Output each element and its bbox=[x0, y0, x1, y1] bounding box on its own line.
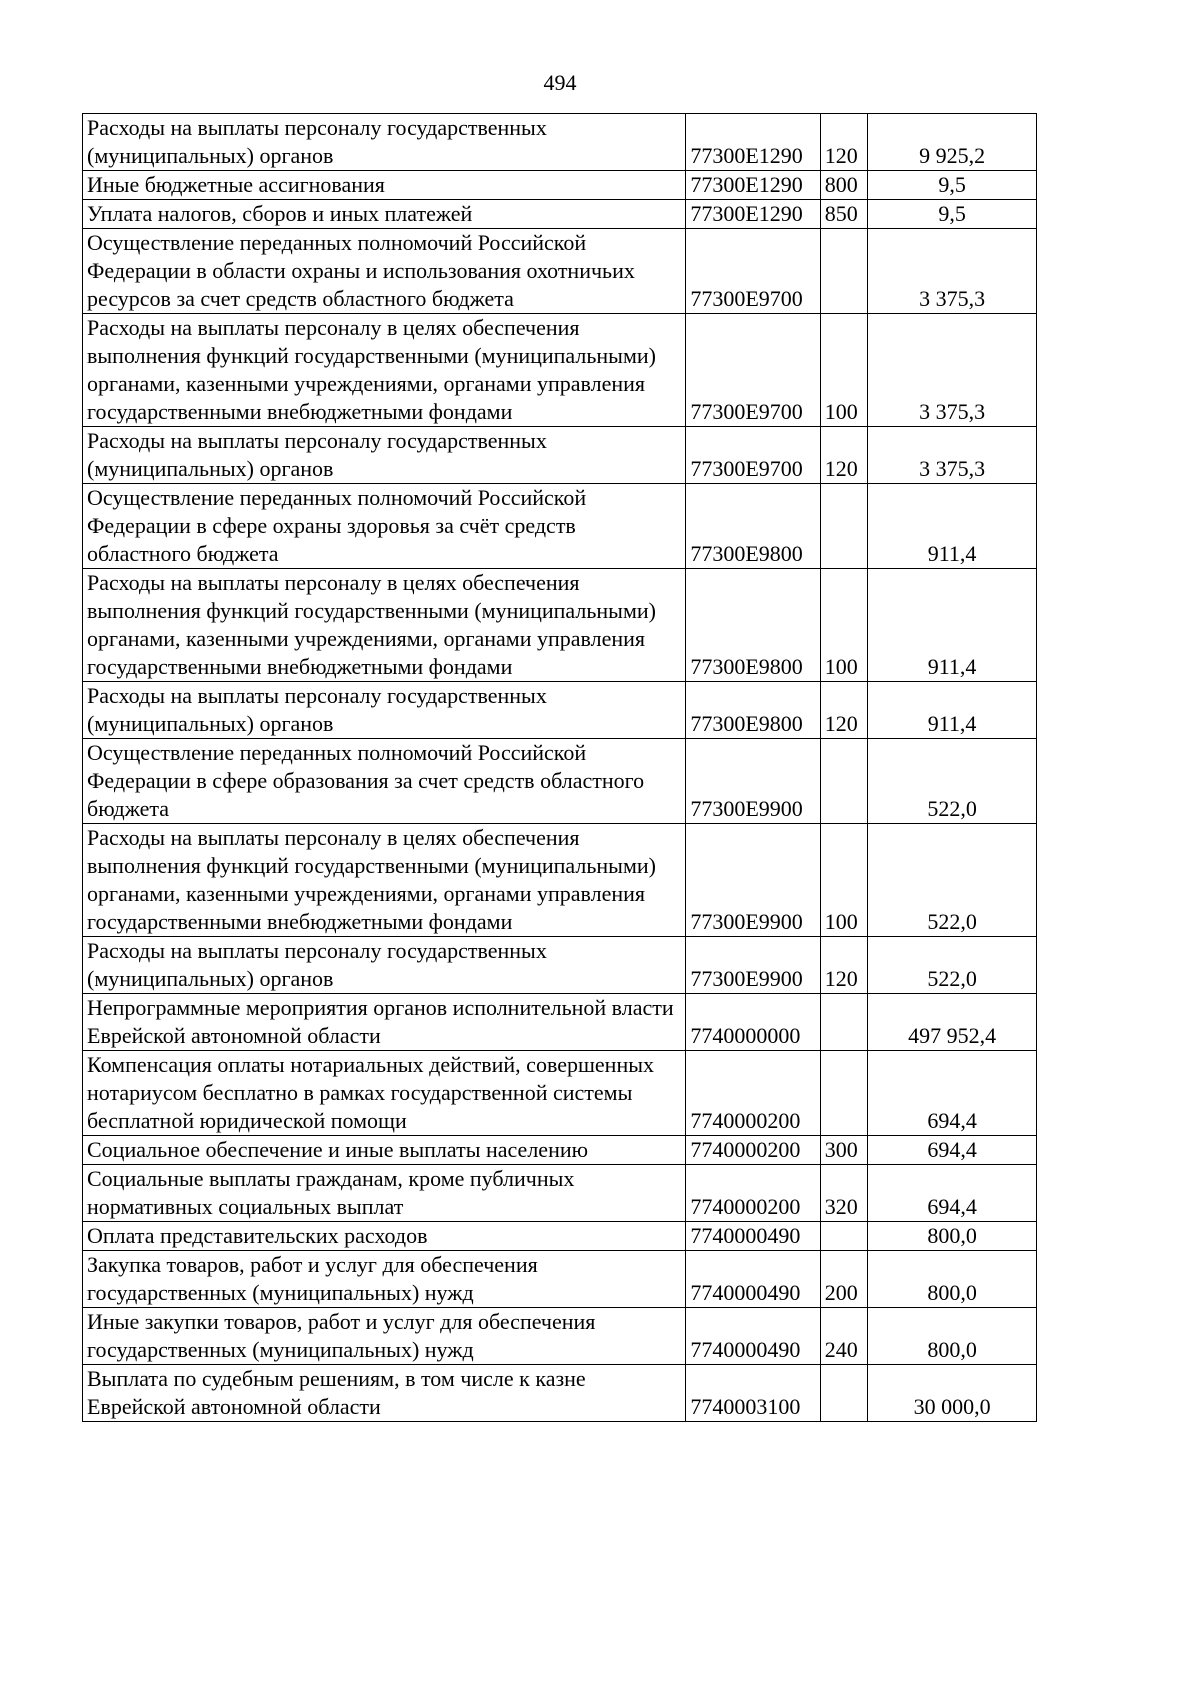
amount-cell: 800,0 bbox=[868, 1308, 1037, 1365]
amount-cell: 522,0 bbox=[868, 937, 1037, 994]
table-row bbox=[83, 114, 1037, 171]
target-code-cell: 77300Е9700 bbox=[686, 314, 820, 427]
expense-type-cell: 320 bbox=[820, 1165, 867, 1222]
amount-cell: 911,4 bbox=[868, 682, 1037, 739]
target-code-cell: 7740000490 bbox=[686, 1222, 820, 1251]
expense-type-cell bbox=[820, 994, 867, 1051]
amount-cell: 800,0 bbox=[868, 1222, 1037, 1251]
expense-type-cell: 100 bbox=[820, 314, 867, 427]
table-row bbox=[83, 1308, 1037, 1365]
amount-cell: 3 375,3 bbox=[868, 427, 1037, 484]
expense-type-cell bbox=[820, 229, 867, 314]
table-row bbox=[83, 937, 1037, 994]
table-row bbox=[83, 994, 1037, 1051]
target-code-cell: 77300Е9900 bbox=[686, 937, 820, 994]
target-code-cell: 77300Е9800 bbox=[686, 484, 820, 569]
expense-name-cell: Осуществление переданных полномочий Российской Федерации в сфере образования за счет средств областного бюджета bbox=[83, 739, 686, 824]
table-row bbox=[83, 427, 1037, 484]
expense-type-cell bbox=[820, 1365, 867, 1422]
expense-type-cell: 240 bbox=[820, 1308, 867, 1365]
expense-type-cell: 120 bbox=[820, 937, 867, 994]
table-row bbox=[83, 229, 1037, 314]
target-code-cell: 77300Е9900 bbox=[686, 739, 820, 824]
target-code-cell: 77300Е1290 bbox=[686, 114, 820, 171]
expense-name-cell: Иные бюджетные ассигнования bbox=[83, 171, 686, 200]
amount-cell: 3 375,3 bbox=[868, 314, 1037, 427]
table-row bbox=[83, 1051, 1037, 1136]
table-row bbox=[83, 1222, 1037, 1251]
amount-cell: 30 000,0 bbox=[868, 1365, 1037, 1422]
amount-cell: 497 952,4 bbox=[868, 994, 1037, 1051]
table-row bbox=[83, 200, 1037, 229]
table-row bbox=[83, 171, 1037, 200]
target-code-cell: 77300Е9800 bbox=[686, 569, 820, 682]
expense-type-cell: 100 bbox=[820, 569, 867, 682]
expense-type-cell: 200 bbox=[820, 1251, 867, 1308]
expense-type-cell: 120 bbox=[820, 682, 867, 739]
target-code-cell: 77300Е1290 bbox=[686, 200, 820, 229]
amount-cell: 694,4 bbox=[868, 1051, 1037, 1136]
amount-cell: 9,5 bbox=[868, 171, 1037, 200]
table-row bbox=[83, 1136, 1037, 1165]
table-row bbox=[83, 1165, 1037, 1222]
amount-cell: 522,0 bbox=[868, 739, 1037, 824]
budget-table bbox=[82, 113, 1037, 1422]
expense-type-cell bbox=[820, 1222, 867, 1251]
expense-type-cell: 800 bbox=[820, 171, 867, 200]
expense-name-cell: Иные закупки товаров, работ и услуг для обеспечения государственных (муниципальных) нужд bbox=[83, 1308, 686, 1365]
target-code-cell: 7740000490 bbox=[686, 1251, 820, 1308]
amount-cell: 911,4 bbox=[868, 484, 1037, 569]
table-row bbox=[83, 739, 1037, 824]
target-code-cell: 77300Е9900 bbox=[686, 824, 820, 937]
amount-cell: 694,4 bbox=[868, 1136, 1037, 1165]
expense-name-cell: Оплата представительских расходов bbox=[83, 1222, 686, 1251]
target-code-cell: 7740000200 bbox=[686, 1165, 820, 1222]
page-number: 494 bbox=[543, 70, 577, 95]
target-code-cell: 77300Е9800 bbox=[686, 682, 820, 739]
target-code-cell: 7740000200 bbox=[686, 1136, 820, 1165]
expense-name-cell: Непрограммные мероприятия органов исполнительной власти Еврейской автономной области bbox=[83, 994, 686, 1051]
amount-cell: 522,0 bbox=[868, 824, 1037, 937]
expense-type-cell bbox=[820, 1051, 867, 1136]
expense-type-cell: 120 bbox=[820, 114, 867, 171]
amount-cell: 3 375,3 bbox=[868, 229, 1037, 314]
table-row bbox=[83, 484, 1037, 569]
target-code-cell: 77300Е1290 bbox=[686, 171, 820, 200]
expense-name-cell: Закупка товаров, работ и услуг для обеспечения государственных (муниципальных) нужд bbox=[83, 1251, 686, 1308]
expense-name-cell: Расходы на выплаты персоналу в целях обеспечения выполнения функций государственными (муниципальными) органами, казенными учреждениями, органами управления государственными внебюджетными фондами bbox=[83, 569, 686, 682]
expense-name-cell: Уплата налогов, сборов и иных платежей bbox=[83, 200, 686, 229]
target-code-cell: 7740003100 bbox=[686, 1365, 820, 1422]
expense-type-cell: 100 bbox=[820, 824, 867, 937]
expense-type-cell: 850 bbox=[820, 200, 867, 229]
expense-name-cell: Осуществление переданных полномочий Российской Федерации в области охраны и использования охотничьих ресурсов за счет средств областного бюджета bbox=[83, 229, 686, 314]
expense-name-cell: Расходы на выплаты персоналу государственных (муниципальных) органов bbox=[83, 114, 686, 171]
expense-name-cell: Расходы на выплаты персоналу государственных (муниципальных) органов bbox=[83, 427, 686, 484]
target-code-cell: 77300Е9700 bbox=[686, 427, 820, 484]
amount-cell: 9 925,2 bbox=[868, 114, 1037, 171]
table-row bbox=[83, 314, 1037, 427]
target-code-cell: 7740000000 bbox=[686, 994, 820, 1051]
expense-name-cell: Осуществление переданных полномочий Российской Федерации в сфере охраны здоровья за счёт средств областного бюджета bbox=[83, 484, 686, 569]
table-row bbox=[83, 682, 1037, 739]
table-row bbox=[83, 1251, 1037, 1308]
amount-cell: 694,4 bbox=[868, 1165, 1037, 1222]
expense-type-cell: 120 bbox=[820, 427, 867, 484]
budget-table-body bbox=[83, 114, 1037, 1422]
expense-type-cell bbox=[820, 739, 867, 824]
expense-type-cell bbox=[820, 484, 867, 569]
table-row bbox=[83, 824, 1037, 937]
expense-type-cell: 300 bbox=[820, 1136, 867, 1165]
expense-name-cell: Расходы на выплаты персоналу государственных (муниципальных) органов bbox=[83, 682, 686, 739]
target-code-cell: 7740000490 bbox=[686, 1308, 820, 1365]
expense-name-cell: Социальные выплаты гражданам, кроме публичных нормативных социальных выплат bbox=[83, 1165, 686, 1222]
target-code-cell: 77300Е9700 bbox=[686, 229, 820, 314]
target-code-cell: 7740000200 bbox=[686, 1051, 820, 1136]
expense-name-cell: Расходы на выплаты персоналу государственных (муниципальных) органов bbox=[83, 937, 686, 994]
expense-name-cell: Социальное обеспечение и иные выплаты населению bbox=[83, 1136, 686, 1165]
table-row bbox=[83, 1365, 1037, 1422]
expense-name-cell: Расходы на выплаты персоналу в целях обеспечения выполнения функций государственными (муниципальными) органами, казенными учреждениями, органами управления государственными внебюджетными фондами bbox=[83, 824, 686, 937]
expense-name-cell: Компенсация оплаты нотариальных действий, совершенных нотариусом бесплатно в рамках государственной системы бесплатной юридической помощи bbox=[83, 1051, 686, 1136]
amount-cell: 911,4 bbox=[868, 569, 1037, 682]
amount-cell: 800,0 bbox=[868, 1251, 1037, 1308]
expense-name-cell: Выплата по судебным решениям, в том числе к казне Еврейской автономной области bbox=[83, 1365, 686, 1422]
table-row bbox=[83, 569, 1037, 682]
amount-cell: 9,5 bbox=[868, 200, 1037, 229]
expense-name-cell: Расходы на выплаты персоналу в целях обеспечения выполнения функций государственными (муниципальными) органами, казенными учреждениями, органами управления государственными внебюджетными фондами bbox=[83, 314, 686, 427]
